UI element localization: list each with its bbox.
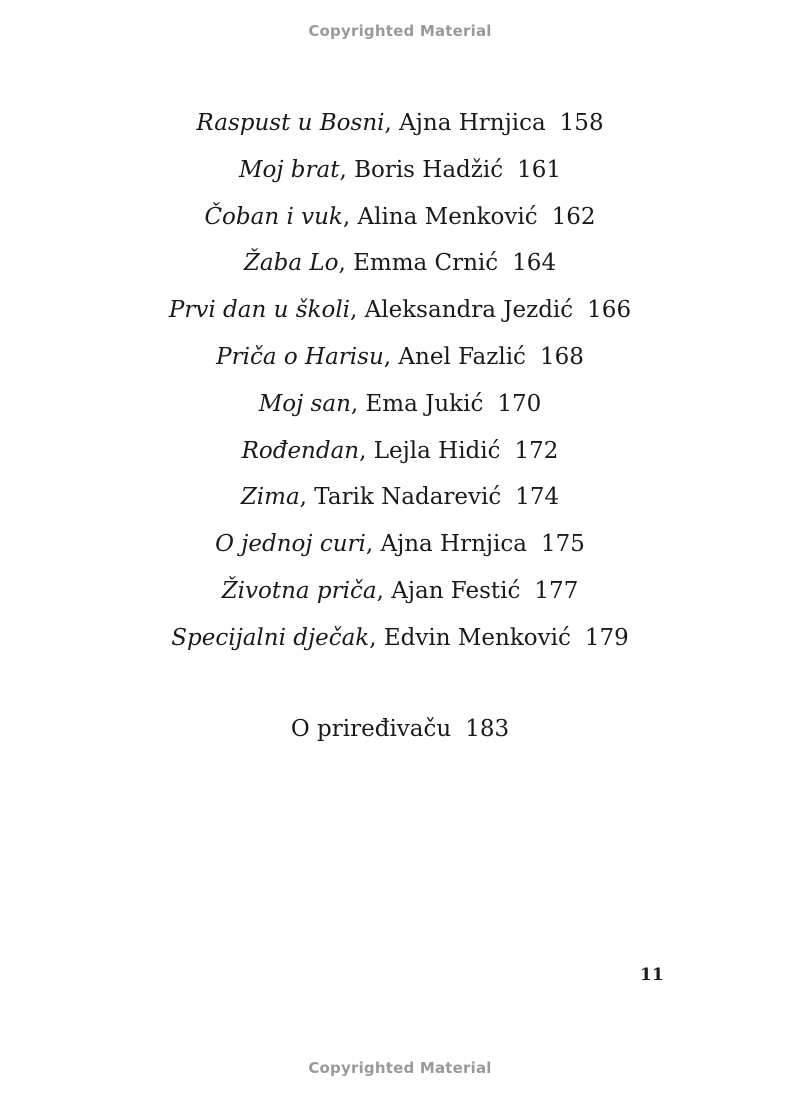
toc-entry-author: Aleksandra Jezdić (364, 297, 574, 324)
toc-entry-author: Anel Fazlić (398, 343, 526, 370)
toc-entry: Specijalni dječak, Edvin Menković 179 (171, 624, 629, 651)
toc-entry-title: Čoban i vuk (204, 203, 343, 230)
toc-entry-author: Ema Jukić (365, 390, 484, 417)
about-editor-page: 183 (465, 716, 510, 742)
toc-entry-page: 175 (541, 531, 585, 558)
toc-entry-title: O jednoj curi (215, 531, 366, 558)
toc-entry-about-editor (0, 710, 800, 748)
toc-entry-page: 168 (539, 343, 584, 370)
toc-entry: Priča o Harisu, Anel Fazlić 168 (216, 343, 584, 370)
toc-entry-page: 172 (514, 437, 559, 464)
toc-entry-page: 174 (515, 484, 560, 511)
toc-entry-page: 170 (497, 390, 542, 417)
toc-entry: Prvi dan u školi, Aleksandra Jezdić 166 (168, 297, 632, 324)
toc-entry: Životna priča, Ajan Festić 177 (221, 577, 579, 604)
toc-entry-title: Moj brat (238, 156, 340, 183)
toc-entry-page: 164 (512, 250, 557, 277)
toc-entry-author: Ajna Hrnjica (380, 531, 528, 558)
toc-entry-title: Zima (240, 484, 300, 511)
toc-entry-title: Žaba Lo (243, 250, 339, 277)
toc-entry-page: 162 (551, 203, 596, 230)
toc-entry-title: Moj san (258, 390, 351, 417)
toc-entry: Žaba Lo, Emma Crnić 164 (243, 250, 557, 277)
watermark-bottom: Copyrighted Material (308, 1059, 492, 1077)
toc-entry-page: 166 (587, 297, 632, 324)
toc-entry-title: Raspust u Bosni (196, 110, 385, 136)
toc-entry-author: Ajna Hrnjica (399, 110, 546, 136)
page-number: 11 (640, 965, 664, 985)
toc-entry: O jednoj curi, Ajna Hrnjica 175 (215, 531, 585, 558)
toc-entry: Čoban i vuk, Alina Menković 162 (204, 203, 596, 230)
toc-entry-page: 177 (534, 577, 579, 604)
toc-entry: Moj brat, Boris Hadžić 161 (238, 156, 562, 183)
toc-entry-title: Prvi dan u školi (168, 297, 351, 324)
toc-entry-author: Ajan Festić (391, 577, 521, 604)
toc-entry-author: Boris Hadžić (354, 156, 504, 183)
table-of-contents (0, 104, 800, 666)
toc-entry-title: Životna priča (221, 577, 377, 604)
toc-entry-page: 161 (517, 156, 562, 183)
toc-entry-title: Priča o Harisu (216, 343, 384, 370)
toc-entry-page: 158 (559, 110, 604, 136)
toc-entry-title: Specijalni dječak (171, 624, 370, 651)
toc-entry: Rođendan, Lejla Hidić 172 (241, 437, 559, 464)
toc-entry-author: Lejla Hidić (373, 437, 501, 464)
toc-entry: Zima, Tarik Nadarević 174 (240, 484, 560, 511)
toc-entry-page: 179 (584, 624, 629, 651)
toc-entry-author: Alina Menković (357, 203, 538, 230)
toc-entry: Raspust u Bosni, Ajna Hrnjica 158 (196, 110, 604, 136)
watermark-top: Copyrighted Material (308, 22, 492, 40)
toc-entry-title: Rođendan (241, 437, 360, 464)
toc-entry: Moj san, Ema Jukić 170 (258, 390, 542, 417)
about-editor-label: O priređivaču (290, 716, 452, 742)
toc-entry-author: Edvin Menković (383, 624, 571, 651)
toc-entry-author: Emma Crnić (353, 250, 499, 277)
toc-entry-author: Tarik Nadarević (314, 484, 502, 511)
